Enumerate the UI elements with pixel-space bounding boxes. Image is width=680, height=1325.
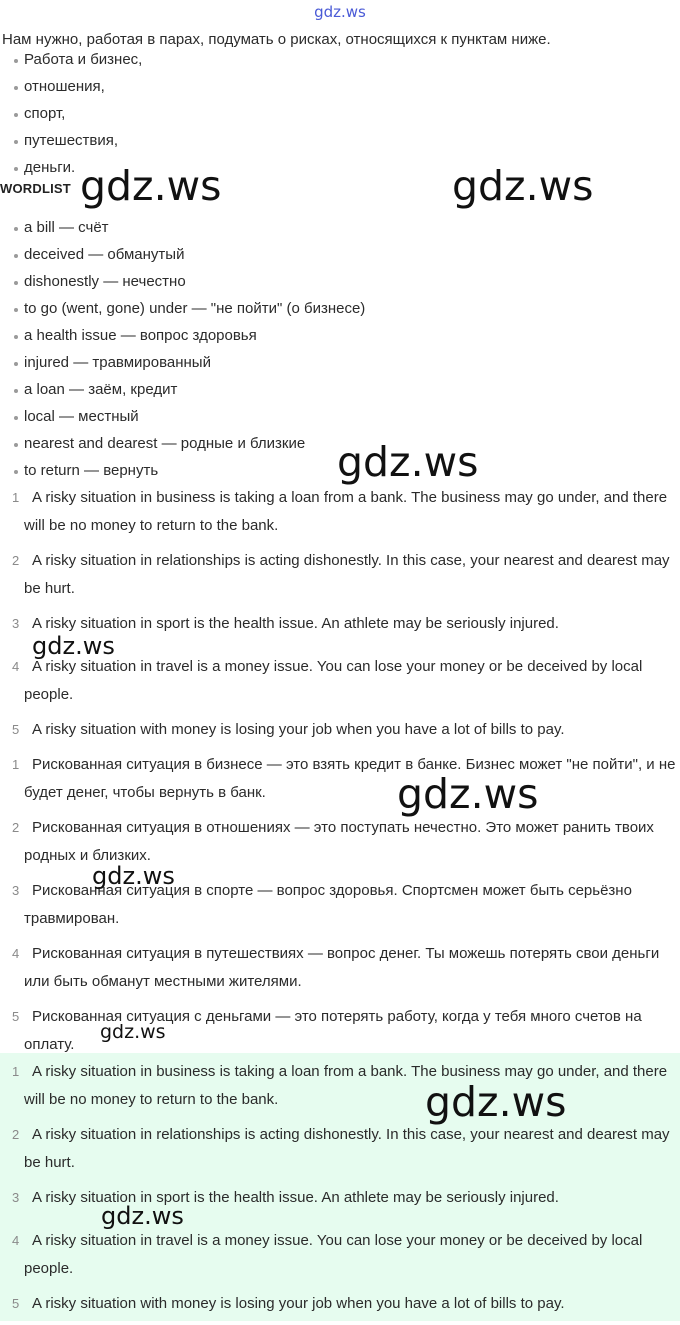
item-text: Рискованная ситуация в бизнесе — это взять кредит в банке. Бизнес может "не пойти", и не будет денег, чтобы вернуть в банк.: [24, 756, 676, 801]
wordlist: [0, 217, 365, 487]
task-intro: Нам нужно, работая в парах, подумать о рисках, относящихся к пунктам ниже.: [2, 31, 551, 48]
wordlist-heading: WORDLIST: [0, 181, 71, 196]
answers-english: [0, 484, 680, 751]
list-item: to go (went, gone) under — "не пойти" (о бизнесе): [0, 298, 365, 325]
watermark: gdz.ws: [32, 632, 115, 660]
item-number: 3: [12, 1190, 20, 1205]
item-number: 1: [12, 757, 20, 772]
item-text: Рискованная ситуация в спорте — вопрос здоровья. Спортсмен может быть серьёзно травмирован.: [24, 882, 632, 927]
item-number: 3: [12, 883, 20, 898]
list-item: a health issue — вопрос здоровья: [0, 325, 365, 352]
list-item: deceived — обманутый: [0, 244, 365, 271]
item-text: A risky situation in relationships is acting dishonestly. In this case, your nearest and dearest may be hurt.: [24, 552, 670, 597]
list-item: [0, 751, 680, 818]
list-item: [0, 716, 680, 751]
item-number: 4: [12, 1233, 20, 1248]
item-text: A risky situation in relationships is acting dishonestly. In this case, your nearest and dearest may be hurt.: [24, 1126, 670, 1171]
list-item: [0, 1058, 680, 1126]
list-item: nearest and dearest — родные и близкие: [0, 433, 365, 460]
item-text: A risky situation with money is losing your job when you have a lot of bills to pay.: [32, 1295, 565, 1312]
list-item: отношения,: [0, 76, 142, 103]
list-item: [0, 940, 680, 1003]
list-item: [0, 1227, 680, 1290]
list-item: local — местный: [0, 406, 365, 433]
watermark: gdz.ws: [452, 162, 594, 210]
item-text: A risky situation in business is taking a loan from a bank. The business may go under, and there will be no money to return to the bank.: [24, 489, 668, 534]
watermark: gdz.ws: [337, 438, 479, 486]
item-number: 1: [12, 490, 20, 505]
item-text: A risky situation in business is taking a loan from a bank. The business may go under, and there will be no money to return to the bank.: [24, 1063, 668, 1108]
item-number: 5: [12, 1009, 20, 1024]
watermark: gdz.ws: [101, 1202, 184, 1230]
watermark: gdz.ws: [100, 1021, 166, 1043]
list-item: dishonestly — нечестно: [0, 271, 365, 298]
list-item: a bill — счёт: [0, 217, 365, 244]
item-number: 5: [12, 722, 20, 737]
list-item: injured — травмированный: [0, 352, 365, 379]
list-item: деньги.: [0, 157, 142, 184]
watermark: gdz.ws: [425, 1078, 567, 1126]
item-text: A risky situation in travel is a money issue. You can lose your money or be deceived by local people.: [24, 1232, 643, 1277]
answers-russian: [0, 751, 680, 1066]
list-item: Работа и бизнес,: [0, 49, 142, 76]
item-number: 4: [12, 946, 20, 961]
watermark: gdz.ws: [80, 162, 222, 210]
list-item: [0, 547, 680, 610]
item-number: 5: [12, 1296, 20, 1311]
watermark: gdz.ws: [397, 770, 539, 818]
list-item: [0, 653, 680, 716]
item-number: 3: [12, 616, 20, 631]
item-text: Рискованная ситуация в отношениях — это поступать нечестно. Это может ранить твоих родных и близких.: [24, 819, 654, 864]
list-item: спорт,: [0, 103, 142, 130]
list-item: to return — вернуть: [0, 460, 365, 487]
item-text: A risky situation in sport is the health issue. An athlete may be seriously injured.: [32, 1189, 559, 1206]
list-item: [0, 1290, 680, 1325]
list-item: a loan — заём, кредит: [0, 379, 365, 406]
list-item: путешествия,: [0, 130, 142, 157]
item-text: A risky situation in travel is a money issue. You can lose your money or be deceived by local people.: [24, 658, 643, 703]
item-number: 2: [12, 820, 20, 835]
list-item: [0, 484, 680, 547]
item-number: 2: [12, 553, 20, 568]
watermark: gdz.ws: [92, 862, 175, 890]
item-number: 2: [12, 1127, 20, 1142]
item-text: A risky situation in sport is the health issue. An athlete may be seriously injured.: [32, 615, 559, 632]
item-text: A risky situation with money is losing your job when you have a lot of bills to pay.: [32, 721, 565, 738]
list-item: [0, 1121, 680, 1184]
site-label[interactable]: gdz.ws: [314, 3, 366, 21]
item-number: 1: [12, 1064, 20, 1079]
item-text: Рискованная ситуация с деньгами — это потерять работу, когда у тебя много счетов на оплату.: [24, 1008, 642, 1053]
item-text: Рискованная ситуация в путешествиях — вопрос денег. Ты можешь потерять свои деньги или быть обманут местными жителями.: [24, 945, 660, 990]
answers-english-highlighted: [0, 1058, 680, 1325]
item-number: 4: [12, 659, 20, 674]
